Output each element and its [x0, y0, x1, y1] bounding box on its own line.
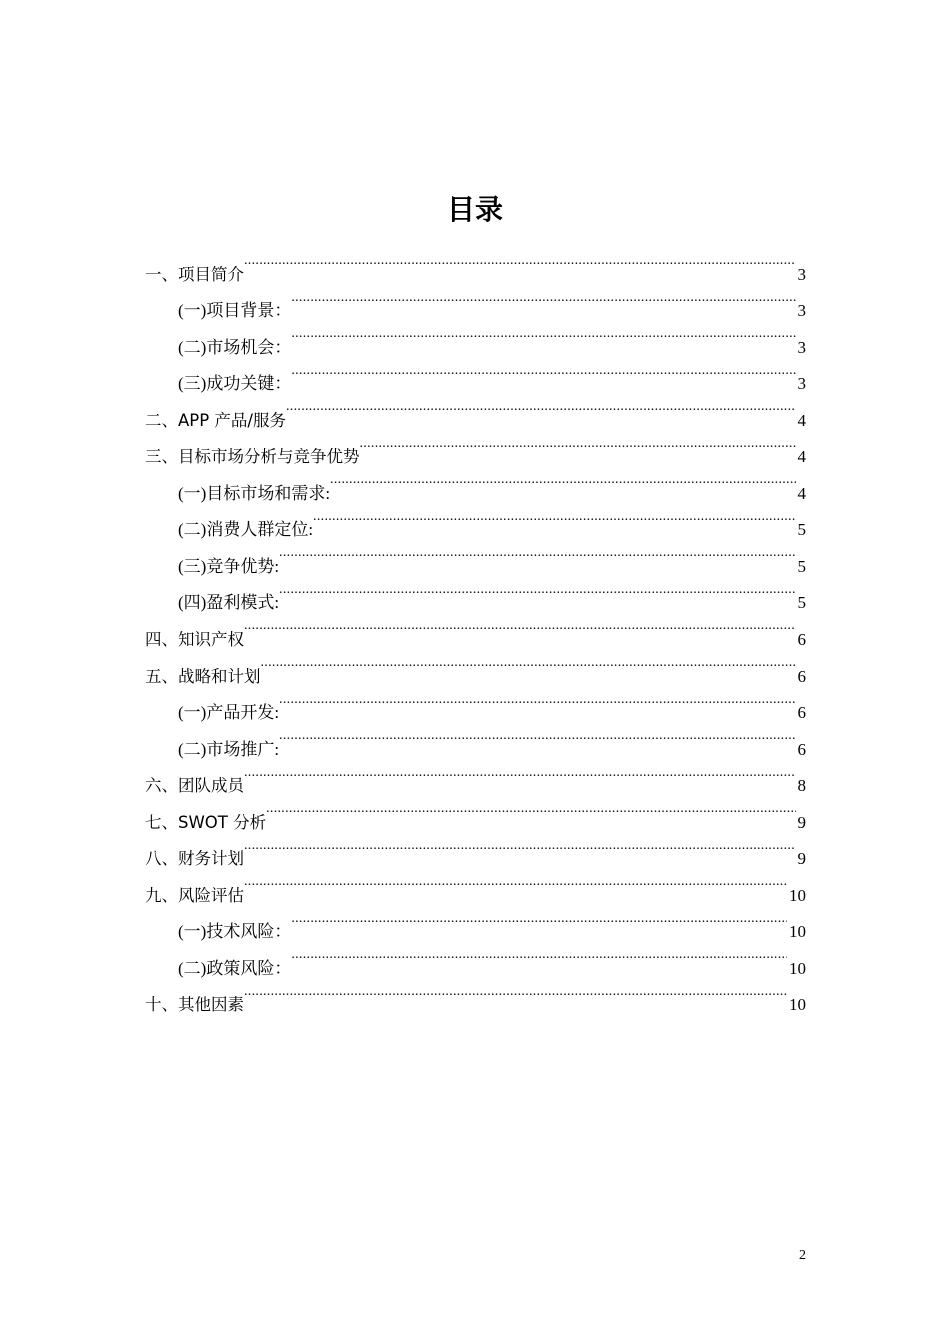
dot-leader: [279, 718, 795, 755]
dot-leader: [360, 426, 796, 463]
toc-entry[interactable]: [145, 243, 806, 284]
dot-leader: [313, 499, 795, 536]
toc-entry-label: (二)市场推广:: [178, 739, 280, 759]
toc-entry-page: 4: [797, 483, 806, 503]
dot-leader: [279, 535, 795, 572]
toc-entry[interactable]: [145, 791, 806, 832]
toc-entry[interactable]: [145, 864, 806, 905]
dot-leader: [291, 937, 787, 974]
dot-leader: [261, 645, 796, 682]
toc-entry-label: (二)市场机会：: [178, 337, 292, 357]
toc-entry-label: (一)项目背景：: [178, 301, 292, 321]
dot-leader: [291, 901, 787, 938]
dot-leader: [279, 572, 795, 609]
toc-entry-label: 四、知识产权: [145, 630, 244, 650]
toc-entry-label: (三)成功关键：: [178, 374, 292, 394]
table-of-contents: [145, 243, 806, 1015]
toc-entry-label: (一)技术风险：: [178, 922, 292, 942]
dot-leader: [244, 755, 796, 792]
page-title: 目录: [446, 193, 503, 226]
page-number: 2: [799, 1248, 806, 1263]
toc-entry-label: 七、SWOT 分析: [145, 812, 267, 832]
toc-entry[interactable]: [145, 901, 806, 942]
toc-entry-label: (二)政策风险：: [178, 958, 292, 978]
toc-entry[interactable]: [145, 280, 806, 321]
toc-entry-label: (一)产品开发:: [178, 703, 280, 723]
toc-entry-page: 10: [789, 885, 806, 905]
toc-entry-page: 3: [797, 264, 806, 284]
toc-entry[interactable]: [145, 645, 806, 686]
toc-entry[interactable]: [145, 755, 806, 796]
toc-entry-label: 八、财务计划: [145, 849, 244, 869]
dot-leader: [279, 682, 795, 719]
toc-entry-page: 6: [797, 630, 806, 650]
toc-entry[interactable]: [145, 608, 806, 650]
dot-leader: [291, 316, 795, 353]
toc-entry[interactable]: [145, 828, 806, 869]
toc-entry-label: (二)消费人群定位:: [178, 520, 314, 540]
toc-entry-page: 5: [797, 556, 806, 576]
dot-leader: [244, 243, 796, 280]
dot-leader: [244, 608, 796, 645]
toc-entry-label: (一)目标市场和需求:: [178, 483, 331, 503]
toc-entry-label: 二、APP 产品/服务: [145, 410, 286, 430]
toc-entry-label: (三)竞争优势:: [178, 556, 280, 576]
toc-entry-label: (四)盈利模式:: [178, 593, 280, 613]
toc-entry-page: 10: [789, 958, 806, 978]
dot-leader: [244, 864, 787, 901]
toc-entry-page: 4: [797, 447, 806, 467]
toc-entry-label: 五、战略和计划: [145, 666, 261, 686]
toc-entry-page: 5: [797, 593, 806, 613]
toc-entry-page: 10: [789, 922, 806, 942]
toc-entry-label: 十、其他因素: [145, 995, 244, 1015]
toc-entry-page: 3: [797, 337, 806, 357]
dot-leader: [291, 280, 795, 317]
toc-entry-label: 九、风险评估: [145, 885, 244, 905]
dot-leader: [330, 462, 795, 499]
dot-leader: [291, 353, 795, 390]
toc-entry-page: 3: [797, 301, 806, 321]
toc-entry-page: 8: [797, 776, 806, 796]
toc-entry-label: 一、项目简介: [145, 264, 244, 284]
dot-leader: [266, 791, 795, 828]
toc-entry-page: 5: [797, 520, 806, 540]
dot-leader: [244, 828, 796, 865]
toc-entry-page: 6: [797, 666, 806, 686]
toc-entry-page: 6: [797, 739, 806, 759]
toc-entry-label: 三、目标市场分析与竞争优势: [145, 447, 360, 467]
toc-entry-page: 6: [797, 703, 806, 723]
toc-entry-page: 4: [797, 410, 806, 430]
toc-entry-page: 10: [789, 995, 806, 1015]
dot-leader: [286, 389, 796, 426]
toc-entry-page: 9: [797, 849, 806, 869]
toc-entry-page: 3: [797, 374, 806, 394]
toc-entry-page: 9: [797, 812, 806, 832]
toc-entry-label: 六、团队成员: [145, 776, 244, 796]
dot-leader: [244, 974, 787, 1011]
toc-entry[interactable]: [145, 974, 806, 1015]
